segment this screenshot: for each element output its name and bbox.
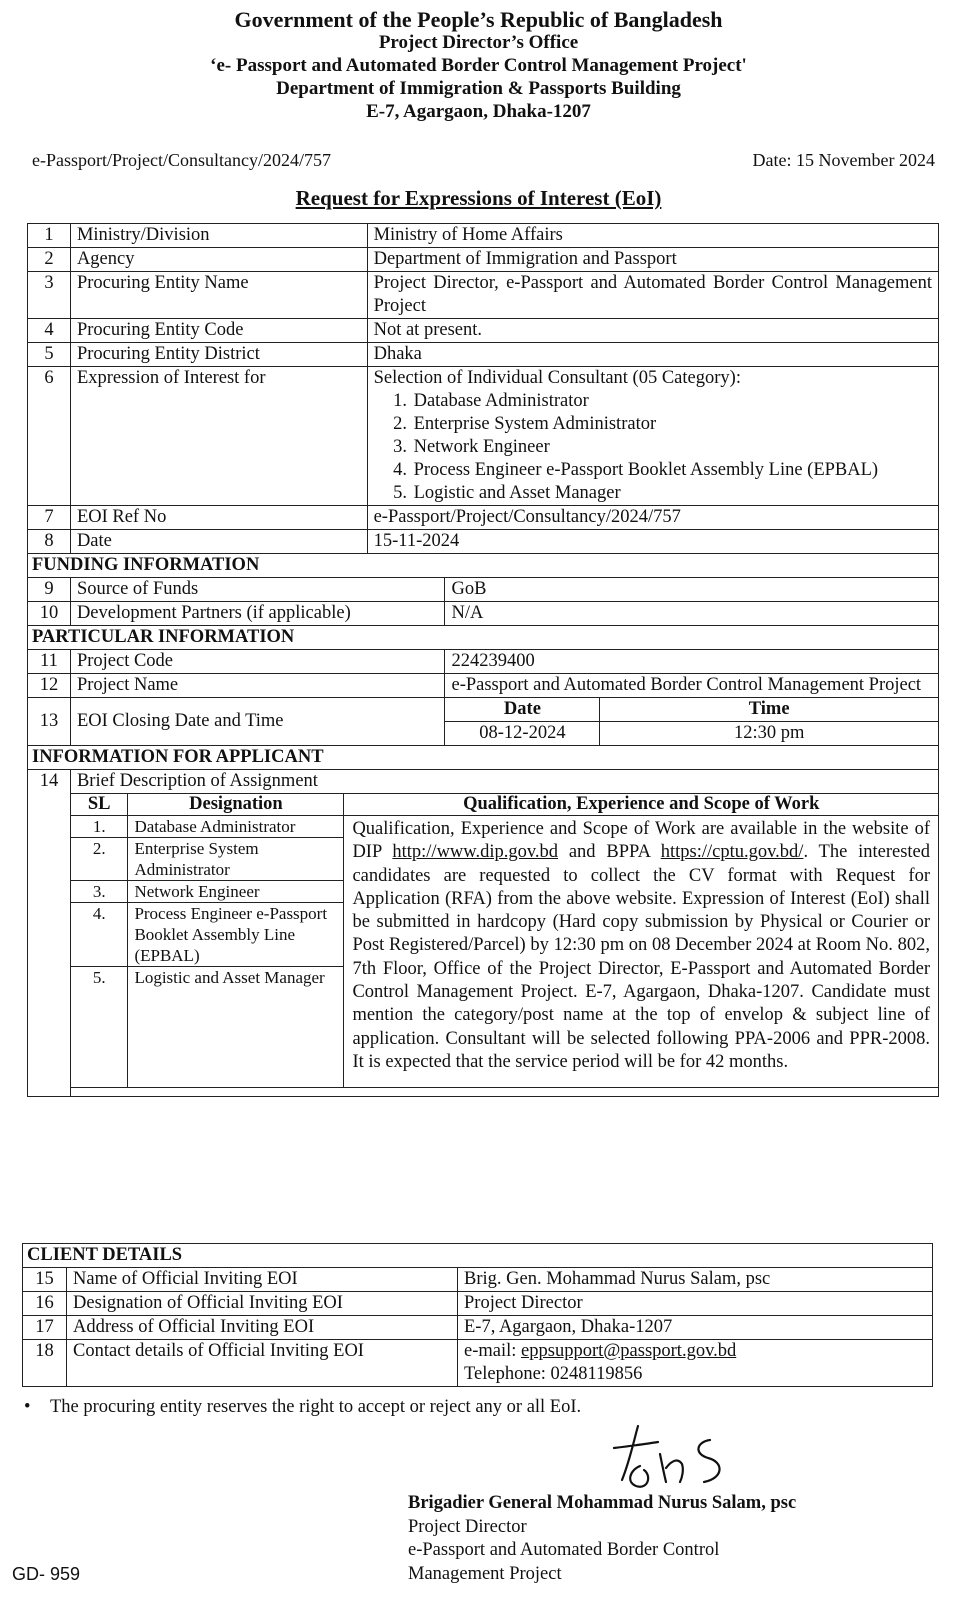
- position-designation: Network Engineer: [128, 881, 344, 903]
- header-government: Government of the People’s Republic of Bangladesh: [234, 7, 723, 32]
- row-value: [367, 367, 938, 506]
- table-row: [23, 1292, 933, 1316]
- desc-part-1: Qualification, Experience and Scope of Work are available in the website of DIP: [352, 819, 930, 863]
- table-row: [23, 1340, 933, 1387]
- section-heading-row: [23, 1244, 933, 1268]
- assignment-cell: [70, 794, 938, 1097]
- signatory-block: [408, 1492, 796, 1586]
- assignment-header-row: [71, 794, 938, 816]
- row-number: 15: [23, 1268, 67, 1292]
- row-value: 15-11-2024: [367, 530, 938, 554]
- row-number: 17: [23, 1316, 67, 1340]
- row-label: Ministry/Division: [70, 224, 367, 248]
- row-label: Name of Official Inviting EOI: [67, 1268, 458, 1292]
- row-label: Procuring Entity Name: [70, 272, 367, 319]
- row-number: 13: [28, 698, 71, 746]
- row-number: 2: [28, 248, 71, 272]
- row-label: Development Partners (if applicable): [70, 602, 445, 626]
- assignment-table: [71, 794, 938, 1088]
- reference-line: [32, 150, 935, 171]
- row-number: 18: [23, 1340, 67, 1387]
- row-number: 3: [28, 272, 71, 319]
- letterhead: [0, 8, 957, 123]
- row-value: Ministry of Home Affairs: [367, 224, 938, 248]
- row-number: 4: [28, 319, 71, 343]
- contact-email-line: [464, 1340, 926, 1363]
- link-dip[interactable]: http://www.dip.gov.bd: [392, 842, 559, 863]
- row-number: 7: [28, 506, 71, 530]
- table-row: [28, 794, 939, 1097]
- table-row: [28, 530, 939, 554]
- row-label: EOI Ref No: [70, 506, 367, 530]
- row-number: 6: [28, 367, 71, 506]
- row-number: 10: [28, 602, 71, 626]
- table-row: [28, 674, 939, 698]
- row-number: 5: [28, 343, 71, 367]
- list-item: 3. Network Engineer: [412, 436, 932, 459]
- row-value: N/A: [445, 602, 939, 626]
- table-row: [28, 698, 939, 722]
- row-number: 8: [28, 530, 71, 554]
- contact-telephone: Telephone: 0248119856: [464, 1364, 643, 1384]
- row-value: Dhaka: [367, 343, 938, 367]
- row-value: Department of Immigration and Passport: [367, 248, 938, 272]
- table-row: [28, 224, 939, 248]
- footer-code: GD- 959: [12, 1564, 81, 1584]
- col-qualification-header: Qualification, Experience and Scope of Work: [344, 794, 938, 816]
- table-row: [28, 272, 939, 319]
- client-details-table: [22, 1243, 933, 1387]
- position-sl: 1.: [71, 816, 128, 838]
- table-row: [28, 650, 939, 674]
- category-list: [374, 390, 932, 505]
- row-number: 9: [28, 578, 71, 602]
- row-value: Project Director: [458, 1292, 933, 1316]
- row-value: e-Passport/Project/Consultancy/2024/757: [367, 506, 938, 530]
- position-designation: Enterprise System Administrator: [128, 838, 344, 881]
- row-value: Brig. Gen. Mohammad Nurus Salam, psc: [458, 1268, 933, 1292]
- table-row: [23, 1268, 933, 1292]
- closing-time-header: Time: [600, 698, 939, 722]
- table-row: [28, 506, 939, 530]
- table-row: [28, 578, 939, 602]
- row-value: E-7, Agargaon, Dhaka-1207: [458, 1316, 933, 1340]
- row-value: GoB: [445, 578, 939, 602]
- row-number: 12: [28, 674, 71, 698]
- list-item: 5. Logistic and Asset Manager: [412, 482, 932, 505]
- eoi-main-table: [27, 223, 939, 1097]
- header-office: Project Director’s Office: [378, 32, 579, 53]
- list-item: 1. Database Administrator: [412, 390, 932, 413]
- closing-date-header: Date: [445, 698, 600, 722]
- issue-date: Date: 15 November 2024: [752, 150, 935, 170]
- row-label: EOI Closing Date and Time: [70, 698, 445, 746]
- signature-image: [600, 1420, 750, 1500]
- row-number: 16: [23, 1292, 67, 1316]
- header-address: E-7, Agargaon, Dhaka-1207: [366, 101, 591, 122]
- table-row: [71, 816, 938, 838]
- position-sl: 4.: [71, 903, 128, 967]
- signatory-title: Project Director: [408, 1516, 527, 1537]
- section-heading: INFORMATION FOR APPLICANT: [28, 746, 939, 770]
- table-row: [28, 602, 939, 626]
- row-label: Project Code: [70, 650, 445, 674]
- position-sl: 3.: [71, 881, 128, 903]
- eoi-intro: Selection of Individual Consultant (05 Category):: [373, 368, 741, 388]
- closing-date: 08-12-2024: [445, 722, 600, 746]
- section-heading-row: [28, 554, 939, 578]
- reservation-note: [24, 1397, 581, 1418]
- row-label: Contact details of Official Inviting EOI: [67, 1340, 458, 1387]
- row-label: Procuring Entity District: [70, 343, 367, 367]
- row-label: Date: [70, 530, 367, 554]
- signatory-org-line2: Management Project: [408, 1563, 562, 1584]
- row-value: Not at present.: [367, 319, 938, 343]
- col-sl-header: SL: [71, 794, 128, 816]
- signature-stroke: [614, 1426, 720, 1487]
- col-designation-header: Designation: [128, 794, 344, 816]
- row-number: 14: [28, 770, 71, 1097]
- note-text: The procuring entity reserves the right to accept or reject any or all EoI.: [50, 1397, 582, 1417]
- row-number: 1: [28, 224, 71, 248]
- position-designation: Process Engineer e-Passport Booklet Assembly Line (EPBAL): [128, 903, 344, 967]
- row-label: Brief Description of Assignment: [70, 770, 938, 794]
- desc-part-2: and BPPA: [568, 842, 650, 863]
- header-department: Department of Immigration & Passports Building: [276, 78, 681, 99]
- header-project: ‘e- Passport and Automated Border Control Management Project': [210, 55, 747, 76]
- row-label: Project Name: [70, 674, 445, 698]
- row-label: Designation of Official Inviting EOI: [67, 1292, 458, 1316]
- row-number: 11: [28, 650, 71, 674]
- section-heading: FUNDING INFORMATION: [28, 554, 939, 578]
- section-heading: CLIENT DETAILS: [23, 1244, 933, 1268]
- email-link[interactable]: eppsupport@passport.gov.bd: [521, 1341, 737, 1361]
- row-value: [458, 1340, 933, 1387]
- section-heading: PARTICULAR INFORMATION: [28, 626, 939, 650]
- email-prefix: e-mail:: [464, 1341, 517, 1361]
- table-row: [28, 367, 939, 506]
- position-sl: 2.: [71, 838, 128, 881]
- page-title: Request for Expressions of Interest (EoI): [295, 186, 662, 210]
- row-value: Project Director, e-Passport and Automated Border Control Management Project: [367, 272, 938, 319]
- section-heading-row: [28, 746, 939, 770]
- table-row: [23, 1316, 933, 1340]
- table-row: [28, 770, 939, 794]
- position-designation: Logistic and Asset Manager: [128, 967, 344, 1088]
- table-row: [28, 248, 939, 272]
- reference-number: e-Passport/Project/Consultancy/2024/757: [32, 150, 331, 170]
- row-label: Expression of Interest for: [70, 367, 367, 506]
- table-row: [28, 319, 939, 343]
- row-value: 224239400: [445, 650, 939, 674]
- link-bppa[interactable]: https://cptu.gov.bd/: [660, 842, 804, 863]
- desc-part-3: . The interested candidates are requested to collect the CV format with Request for Application (RFA) from the above website. Expression of Interest (EoI) shall be submitted in hardcopy (Hard copy submission by Physical or Courier or Post Registered/Parcel) by 12:30 pm on 08 December 2024 at Room No. 802, 7th Floor, Office of the Project Director, E-Passport and Automated Border Control Management Project. E-7, Agargaon, Dhaka-1207. Candidate must mention the category/post name at the top of envelop & subject line of application. Consultant will be selected following PPA-2006 and PPR-2008. It is expected that the service period will be for 42 months.: [352, 842, 931, 1072]
- section-heading-row: [28, 626, 939, 650]
- list-item: 2. Enterprise System Administrator: [412, 413, 932, 436]
- row-label: Agency: [70, 248, 367, 272]
- row-label: Source of Funds: [70, 578, 445, 602]
- row-value: e-Passport and Automated Border Control Management Project: [445, 674, 939, 698]
- list-item: 4. Process Engineer e-Passport Booklet Assembly Line (EPBAL): [412, 459, 932, 482]
- qualification-description: [344, 816, 938, 1088]
- position-sl: 5.: [71, 967, 128, 1088]
- closing-time: 12:30 pm: [600, 722, 939, 746]
- row-label: Procuring Entity Code: [70, 319, 367, 343]
- row-label: Address of Official Inviting EOI: [67, 1316, 458, 1340]
- signatory-org-line1: e-Passport and Automated Border Control: [408, 1540, 720, 1560]
- position-designation: Database Administrator: [128, 816, 344, 838]
- table-row: [28, 343, 939, 367]
- bullet-icon: •: [24, 1397, 31, 1417]
- signatory-name: Brigadier General Mohammad Nurus Salam, psc: [408, 1493, 797, 1513]
